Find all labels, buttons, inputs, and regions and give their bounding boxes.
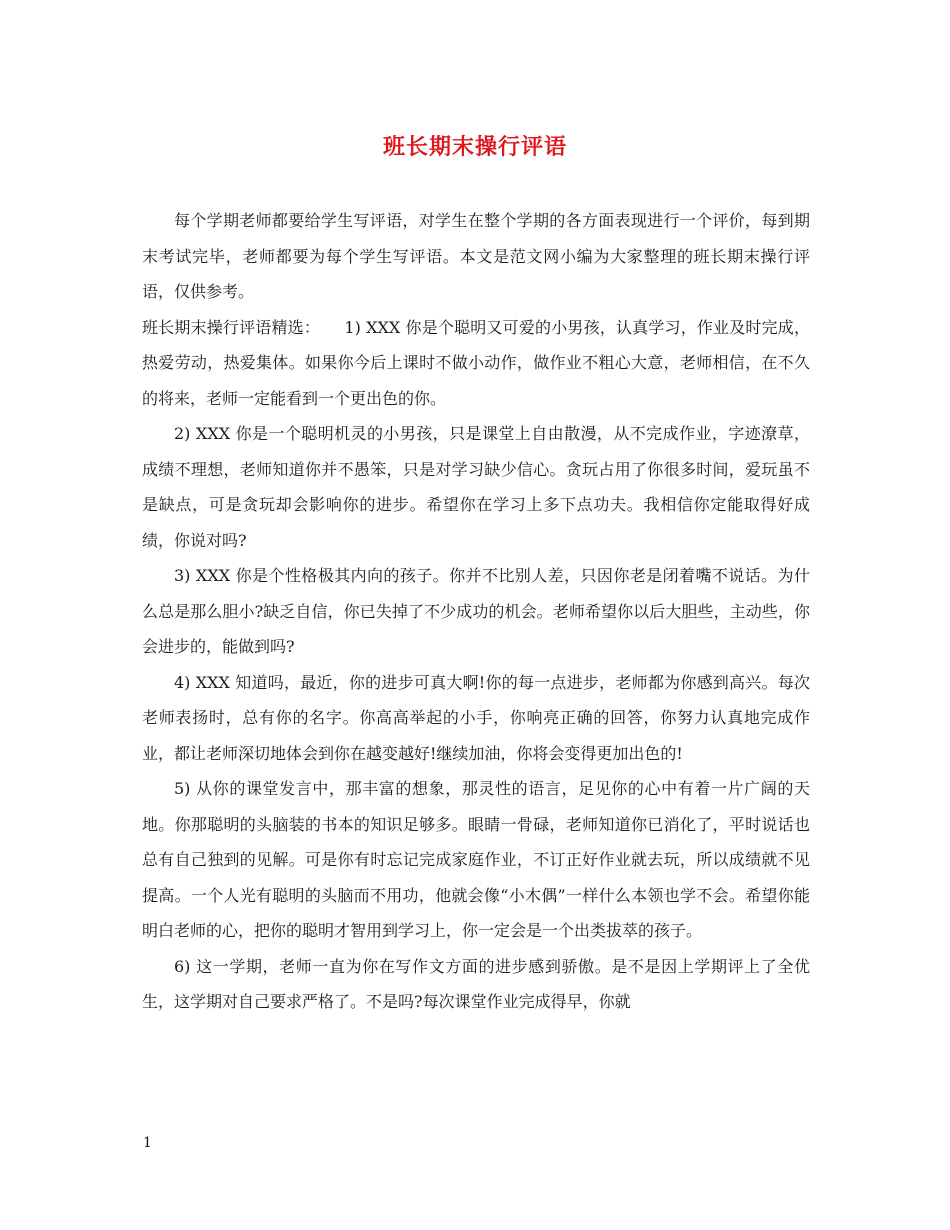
comment-item-3: 3) XXX 你是个性格极其内向的孩子。你并不比别人差，只因你老是闭着嘴不说话。为什么总是那么胆小?缺乏自信，你已失掉了不少成功的机会。老师希望你以后大胆些，主动些，你会进步的，能做到吗? (142, 566, 810, 656)
document-title: 班长期末操行评语 (382, 134, 567, 160)
document-body (142, 203, 810, 1020)
page-number: 1 (143, 1135, 152, 1151)
intro-paragraph: 每个学期老师都要给学生写评语，对学生在整个学期的各方面表现进行一个评价，每到期末考试完毕，老师都要为每个学生写评语。本文是范文网小编为大家整理的班长期末操行评语，仅供参考。 (142, 211, 810, 301)
comment-item-6: 6) 这一学期，老师一直为你在写作文方面的进步感到骄傲。是不是因上学期评上了全优生，这学期对自己要求严格了。不是吗?每次课堂作业完成得早，你就 (142, 956, 810, 1011)
comment-item-1: 班长期末操行评语精选： 1) XXX 你是个聪明又可爱的小男孩，认真学习，作业及时完成，热爱劳动，热爱集体。如果你今后上课时不做小动作，做作业不粗心大意，老师相信，在不久的将来，老师一定能看到一个更出色的你。 (142, 317, 810, 408)
comment-item-2: 2) XXX 你是一个聪明机灵的小男孩，只是课堂上自由散漫，从不完成作业，字迹潦草，成绩不理想，老师知道你并不愚笨，只是对学习缺少信心。贪玩占用了你很多时间，爱玩虽不是缺点，可是贪玩却会影响你的进步。希望你在学习上多下点功夫。我相信你定能取得好成绩，你说对吗? (142, 424, 810, 550)
comment-item-5: 5) 从你的课堂发言中，那丰富的想象，那灵性的语言，足见你的心中有着一片广阔的天地。你那聪明的头脑装的书本的知识足够多。眼睛一骨碌，老师知道你已消化了，平时说话也总有自己独到的见解。可是你有时忘记完成家庭作业，不订正好作业就去玩，所以成绩就不见提高。一个人光有聪明的头脑而不用功，他就会像“小木偶”一样什么本领也学不会。希望你能明白老师的心，把你的聪明才智用到学习上，你一定会是一个出类拔萃的孩子。 (142, 779, 810, 940)
comment-item-4: 4) XXX 知道吗，最近，你的进步可真大啊!你的每一点进步，老师都为你感到高兴。每次老师表扬时，总有你的名字。你高高举起的小手，你响亮正确的回答，你努力认真地完成作业，都让老师深切地体会到你在越变越好!继续加油，你将会变得更加出色的! (142, 672, 810, 763)
